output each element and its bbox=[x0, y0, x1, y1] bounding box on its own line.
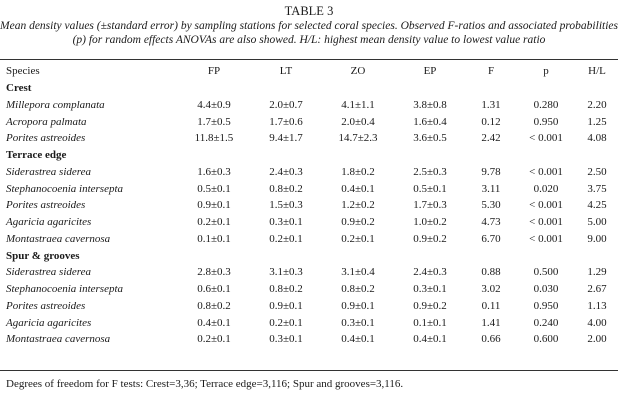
species-cell: Acropora palmata bbox=[6, 115, 87, 128]
lt-cell: 1.5±0.3 bbox=[269, 199, 303, 212]
table-row bbox=[0, 281, 618, 298]
table-row bbox=[0, 164, 618, 181]
table-row bbox=[0, 331, 618, 348]
ep-cell: 0.5±0.1 bbox=[413, 182, 447, 195]
zo-cell: 4.1±1.1 bbox=[341, 98, 375, 111]
p-cell: 0.600 bbox=[533, 333, 559, 346]
p-cell: 0.500 bbox=[533, 266, 559, 279]
lt-cell: 0.2±0.1 bbox=[269, 316, 303, 329]
table-footnote: Degrees of freedom for F tests: Crest=3,36; Terrace edge=3,116; Spur and grooves=3,116. bbox=[6, 378, 404, 390]
column-header-f: F bbox=[487, 65, 495, 78]
ep-cell: 0.1±0.1 bbox=[413, 316, 447, 329]
f-cell: 4.73 bbox=[481, 216, 501, 229]
p-cell: < 0.001 bbox=[529, 232, 563, 245]
lt-cell: 9.4±1.7 bbox=[269, 132, 303, 145]
p-cell: < 0.001 bbox=[529, 132, 563, 145]
hl-cell: 2.20 bbox=[587, 98, 607, 111]
species-cell: Siderastrea siderea bbox=[6, 266, 92, 279]
ep-cell: 3.8±0.8 bbox=[413, 98, 447, 111]
column-header-p: p bbox=[543, 65, 549, 78]
p-cell: 0.240 bbox=[533, 316, 559, 329]
hl-cell: 3.75 bbox=[587, 182, 607, 195]
table-row bbox=[0, 197, 618, 214]
f-cell: 3.02 bbox=[481, 283, 501, 296]
p-cell: < 0.001 bbox=[529, 216, 563, 229]
table-row bbox=[0, 113, 618, 130]
lt-cell: 0.8±0.2 bbox=[269, 182, 303, 195]
lt-cell: 0.3±0.1 bbox=[269, 333, 303, 346]
zo-cell: 1.2±0.2 bbox=[341, 199, 375, 212]
ep-cell: 2.4±0.3 bbox=[413, 266, 447, 279]
ep-cell: 0.9±0.2 bbox=[413, 232, 447, 245]
lt-cell: 0.2±0.1 bbox=[269, 232, 303, 245]
species-cell: Porites astreoides bbox=[6, 132, 86, 145]
zo-cell: 3.1±0.4 bbox=[341, 266, 375, 279]
species-cell: Siderastrea siderea bbox=[6, 165, 92, 178]
fp-cell: 0.8±0.2 bbox=[197, 299, 231, 312]
zo-cell: 0.2±0.1 bbox=[341, 232, 375, 245]
f-cell: 6.70 bbox=[481, 232, 501, 245]
column-header-fp: FP bbox=[207, 65, 221, 78]
species-cell: Millepora complanata bbox=[6, 98, 105, 111]
zo-cell: 0.9±0.2 bbox=[341, 216, 375, 229]
ep-cell: 2.5±0.3 bbox=[413, 165, 447, 178]
lt-cell: 2.0±0.7 bbox=[269, 98, 303, 111]
p-cell: 0.950 bbox=[533, 115, 559, 128]
species-cell: Montastraea cavernosa bbox=[6, 232, 111, 245]
species-cell: Montastraea cavernosa bbox=[6, 333, 111, 346]
table-caption: Mean density values (±standard error) by sampling stations for selected coral species. Observed F-ratios and associated probabilities (p) for random effects ANOVAs are also showed. H/L: highest mean density value to lowest value ratio bbox=[0, 20, 618, 46]
lt-cell: 1.7±0.6 bbox=[269, 115, 303, 128]
bottom-rule bbox=[0, 370, 618, 371]
hl-cell: 5.00 bbox=[587, 216, 607, 229]
ep-cell: 1.6±0.4 bbox=[413, 115, 447, 128]
section-title: Terrace edge bbox=[6, 149, 67, 162]
column-header-species: Species bbox=[6, 65, 40, 78]
hl-cell: 2.00 bbox=[587, 333, 607, 346]
species-cell: Agaricia agaricites bbox=[6, 216, 92, 229]
f-cell: 2.42 bbox=[481, 132, 501, 145]
f-cell: 5.30 bbox=[481, 199, 501, 212]
p-cell: 0.950 bbox=[533, 299, 559, 312]
table-row bbox=[0, 214, 618, 231]
table-row bbox=[0, 130, 618, 147]
fp-cell: 0.4±0.1 bbox=[197, 316, 231, 329]
f-cell: 0.66 bbox=[481, 333, 501, 346]
ep-cell: 0.9±0.2 bbox=[413, 299, 447, 312]
zo-cell: 0.8±0.2 bbox=[341, 283, 375, 296]
zo-cell: 14.7±2.3 bbox=[338, 132, 378, 145]
p-cell: 0.030 bbox=[533, 283, 559, 296]
species-cell: Stephanocoenia intersepta bbox=[6, 182, 124, 195]
f-cell: 9.78 bbox=[481, 165, 501, 178]
fp-cell: 0.5±0.1 bbox=[197, 182, 231, 195]
table-row bbox=[0, 314, 618, 331]
p-cell: 0.020 bbox=[533, 182, 559, 195]
ep-cell: 1.7±0.3 bbox=[413, 199, 447, 212]
table-title: TABLE 3 bbox=[284, 4, 334, 18]
table-row bbox=[0, 264, 618, 281]
header-row bbox=[0, 63, 618, 80]
species-cell: Stephanocoenia intersepta bbox=[6, 283, 124, 296]
hl-cell: 4.08 bbox=[587, 132, 607, 145]
column-header-hl: H/L bbox=[588, 65, 606, 78]
zo-cell: 0.4±0.1 bbox=[341, 333, 375, 346]
fp-cell: 1.7±0.5 bbox=[197, 115, 231, 128]
zo-cell: 0.3±0.1 bbox=[341, 316, 375, 329]
density-table bbox=[0, 63, 618, 348]
hl-cell: 2.67 bbox=[587, 283, 607, 296]
fp-cell: 0.2±0.1 bbox=[197, 333, 231, 346]
fp-cell: 0.9±0.1 bbox=[197, 199, 231, 212]
hl-cell: 4.25 bbox=[587, 199, 607, 212]
column-header-ep: EP bbox=[423, 65, 437, 78]
p-cell: < 0.001 bbox=[529, 199, 563, 212]
ep-cell: 3.6±0.5 bbox=[413, 132, 447, 145]
f-cell: 0.12 bbox=[481, 115, 501, 128]
table-body bbox=[0, 80, 618, 348]
hl-cell: 4.00 bbox=[587, 316, 607, 329]
f-cell: 1.31 bbox=[481, 98, 501, 111]
top-rule bbox=[0, 59, 618, 60]
p-cell: < 0.001 bbox=[529, 165, 563, 178]
zo-cell: 0.9±0.1 bbox=[341, 299, 375, 312]
zo-cell: 1.8±0.2 bbox=[341, 165, 375, 178]
f-cell: 1.41 bbox=[481, 316, 501, 329]
section-title: Spur & grooves bbox=[6, 249, 80, 262]
species-cell: Porites astreoides bbox=[6, 299, 86, 312]
section-header-row bbox=[0, 80, 618, 97]
section-header-row bbox=[0, 147, 618, 164]
section-header-row bbox=[0, 247, 618, 264]
table-row bbox=[0, 180, 618, 197]
ep-cell: 0.3±0.1 bbox=[413, 283, 447, 296]
hl-cell: 1.25 bbox=[587, 115, 607, 128]
column-header-lt: LT bbox=[279, 65, 293, 78]
ep-cell: 1.0±0.2 bbox=[413, 216, 447, 229]
fp-cell: 2.8±0.3 bbox=[197, 266, 231, 279]
column-header-zo: ZO bbox=[350, 65, 366, 78]
fp-cell: 11.8±1.5 bbox=[194, 132, 234, 145]
hl-cell: 1.13 bbox=[587, 299, 607, 312]
hl-cell: 1.29 bbox=[587, 266, 607, 279]
species-cell: Porites astreoides bbox=[6, 199, 86, 212]
hl-cell: 2.50 bbox=[587, 165, 607, 178]
table-row bbox=[0, 298, 618, 315]
table-row bbox=[0, 231, 618, 248]
zo-cell: 0.4±0.1 bbox=[341, 182, 375, 195]
p-cell: 0.280 bbox=[533, 98, 559, 111]
f-cell: 0.88 bbox=[481, 266, 501, 279]
fp-cell: 4.4±0.9 bbox=[197, 98, 231, 111]
lt-cell: 3.1±0.3 bbox=[269, 266, 303, 279]
f-cell: 0.11 bbox=[481, 299, 501, 312]
ep-cell: 0.4±0.1 bbox=[413, 333, 447, 346]
species-cell: Agaricia agaricites bbox=[6, 316, 92, 329]
lt-cell: 0.8±0.2 bbox=[269, 283, 303, 296]
fp-cell: 0.6±0.1 bbox=[197, 283, 231, 296]
zo-cell: 2.0±0.4 bbox=[341, 115, 375, 128]
fp-cell: 0.2±0.1 bbox=[197, 216, 231, 229]
lt-cell: 2.4±0.3 bbox=[269, 165, 303, 178]
fp-cell: 1.6±0.3 bbox=[197, 165, 231, 178]
f-cell: 3.11 bbox=[481, 182, 501, 195]
fp-cell: 0.1±0.1 bbox=[197, 232, 231, 245]
section-title: Crest bbox=[6, 82, 32, 95]
lt-cell: 0.3±0.1 bbox=[269, 216, 303, 229]
hl-cell: 9.00 bbox=[587, 232, 607, 245]
lt-cell: 0.9±0.1 bbox=[269, 299, 303, 312]
table-row bbox=[0, 97, 618, 114]
